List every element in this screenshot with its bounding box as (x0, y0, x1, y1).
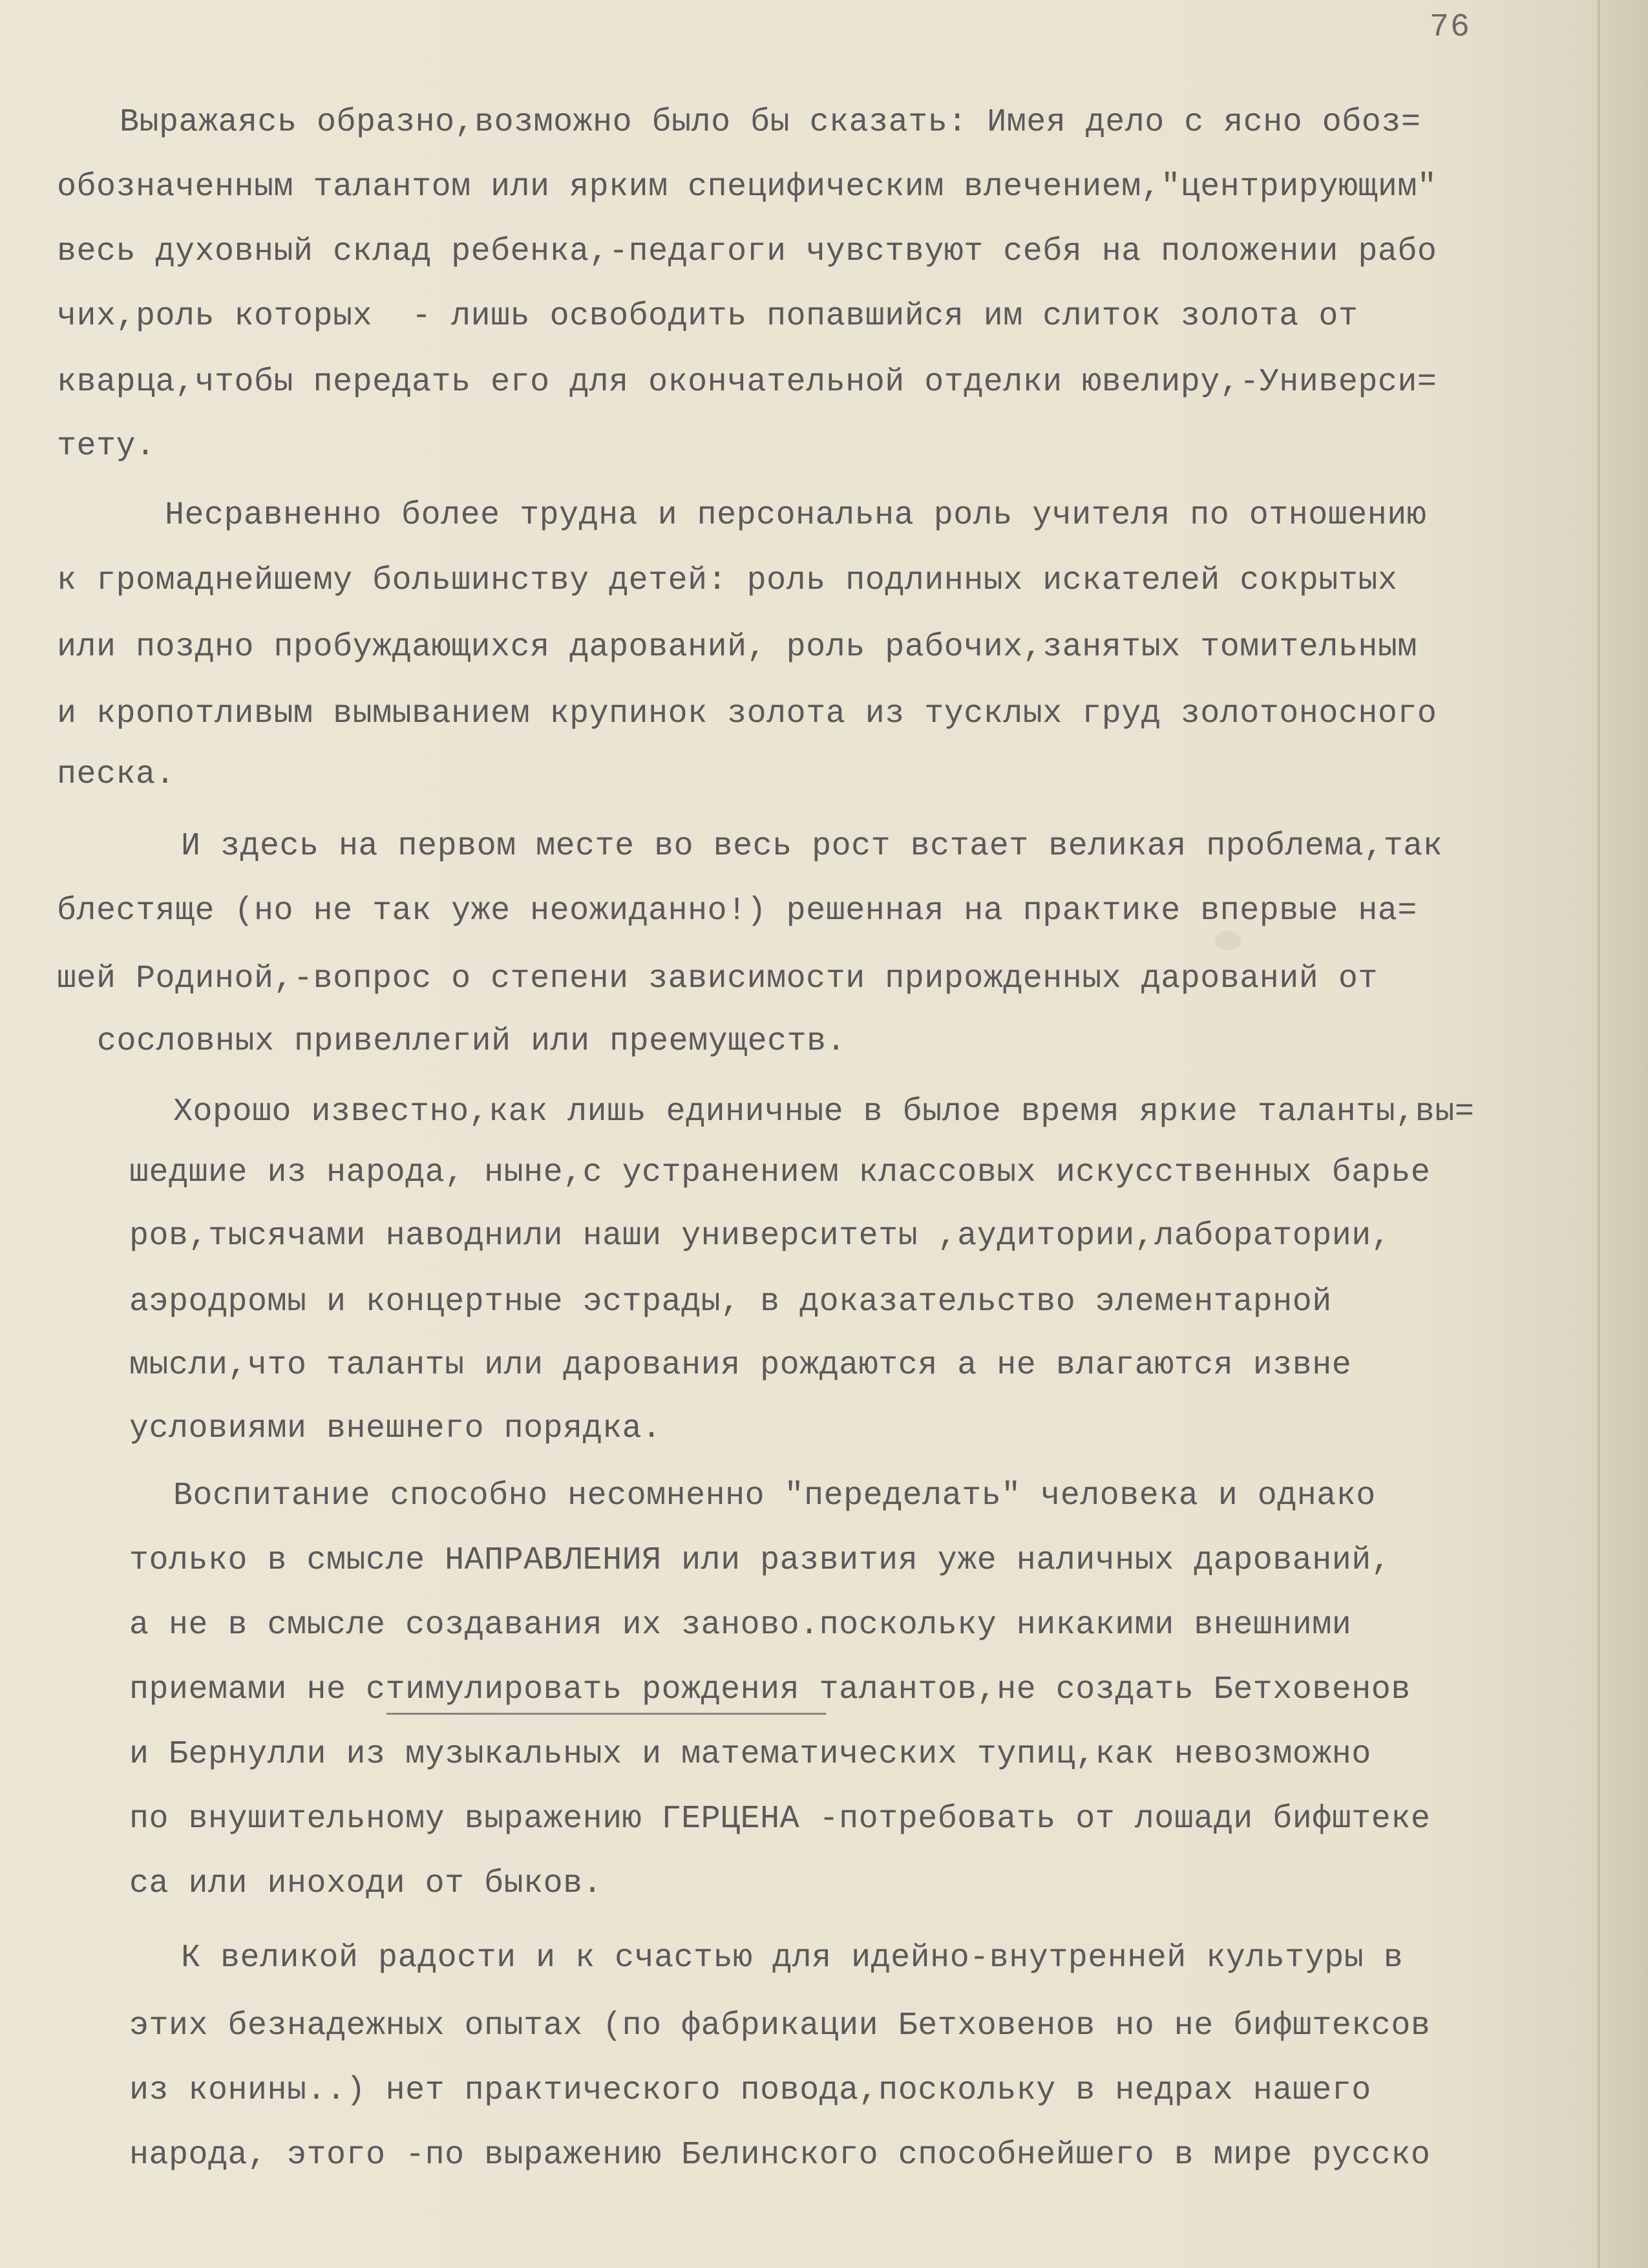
text-line: только в смысле НАПРАВЛЕНИЯ или развития уже наличных дарований, (129, 1542, 1391, 1579)
text-line: и кропотливым вымыванием крупинок золота из тусклых груд золотоносного (57, 695, 1437, 732)
text-line: тету. (57, 428, 156, 465)
text-line: условиями внешнего порядка. (129, 1410, 662, 1447)
text-line: из конины..) нет практического повода,поскольку в недрах нашего (129, 2072, 1371, 2109)
text-line: са или иноходи от быков. (129, 1865, 603, 1902)
handwritten-underline (386, 1713, 826, 1715)
text-line: Выражаясь образно,возможно было бы сказать: Имея дело с ясно обоз= (120, 104, 1421, 141)
text-line: кварца,чтобы передать его для окончательной отделки ювелиру,-Универси= (57, 364, 1437, 401)
text-line: обозначенным талантом или ярким специфическим влечением,"центрирующим" (57, 169, 1437, 206)
text-line: песка. (57, 756, 176, 793)
text-line: или поздно пробуждающихся дарований, роль рабочих,занятых томительным (57, 629, 1417, 666)
text-line: шей Родиной,-вопрос о степени зависимости прирожденных дарований от (57, 960, 1378, 997)
text-line: и Бернулли из музыкальных и математических тупиц,как невозможно (129, 1736, 1371, 1773)
text-line: сословных привеллегий или преемуществ. (97, 1023, 847, 1060)
text-line: приемами не стимулировать рождения талантов,не создать Бетховенов (129, 1671, 1411, 1708)
text-line: аэродромы и концертные эстрады, в доказательство элементарной (129, 1284, 1332, 1320)
text-line: Несравненно более трудна и персональна роль учителя по отношению (165, 497, 1427, 534)
text-line: весь духовный склад ребенка,-педагоги чувствуют себя на положении рабо (57, 233, 1437, 270)
text-line: шедшие из народа, ныне,с устранением классовых искусственных барье (129, 1154, 1431, 1191)
text-line: чих,роль которых - лишь освободить попавшийся им слиток золота от (57, 298, 1358, 335)
paper-stain (1215, 931, 1241, 950)
text-line: блестяще (но не так уже неожиданно!) решенная на практике впервые на= (57, 893, 1417, 929)
text-line: К великой радости и к счастью для идейно-внутренней культуры в (181, 1940, 1404, 1977)
text-line: Воспитание способно несомненно "переделать" человека и однако (173, 1478, 1376, 1514)
page-number: 76 (1430, 9, 1472, 46)
text-line: ров,тысячами наводнили наши университеты ,аудитории,лаборатории, (129, 1218, 1391, 1255)
text-line: к громаднейшему большинству детей: роль подлинных искателей сокрытых (57, 562, 1398, 599)
text-line: И здесь на первом месте во весь рост встает великая проблема,так (181, 828, 1443, 865)
text-line: этих безнадежных опытах (по фабрикации Бетховенов но не бифштексов (129, 2008, 1431, 2044)
page-edge-shadow (1598, 0, 1600, 2268)
text-line: по внушительному выражению ГЕРЦЕНА -потребовать от лошади бифштеке (129, 1801, 1431, 1838)
text-line: а не в смысле создавания их заново.поскольку никакими внешними (129, 1607, 1352, 1644)
text-line: Хорошо известно,как лишь единичные в былое время яркие таланты,вы= (173, 1094, 1475, 1130)
text-line: мысли,что таланты или дарования рождаются а не влагаются извне (129, 1347, 1352, 1384)
text-line: народа, этого -по выражению Белинского способнейшего в мире русско (129, 2137, 1431, 2174)
